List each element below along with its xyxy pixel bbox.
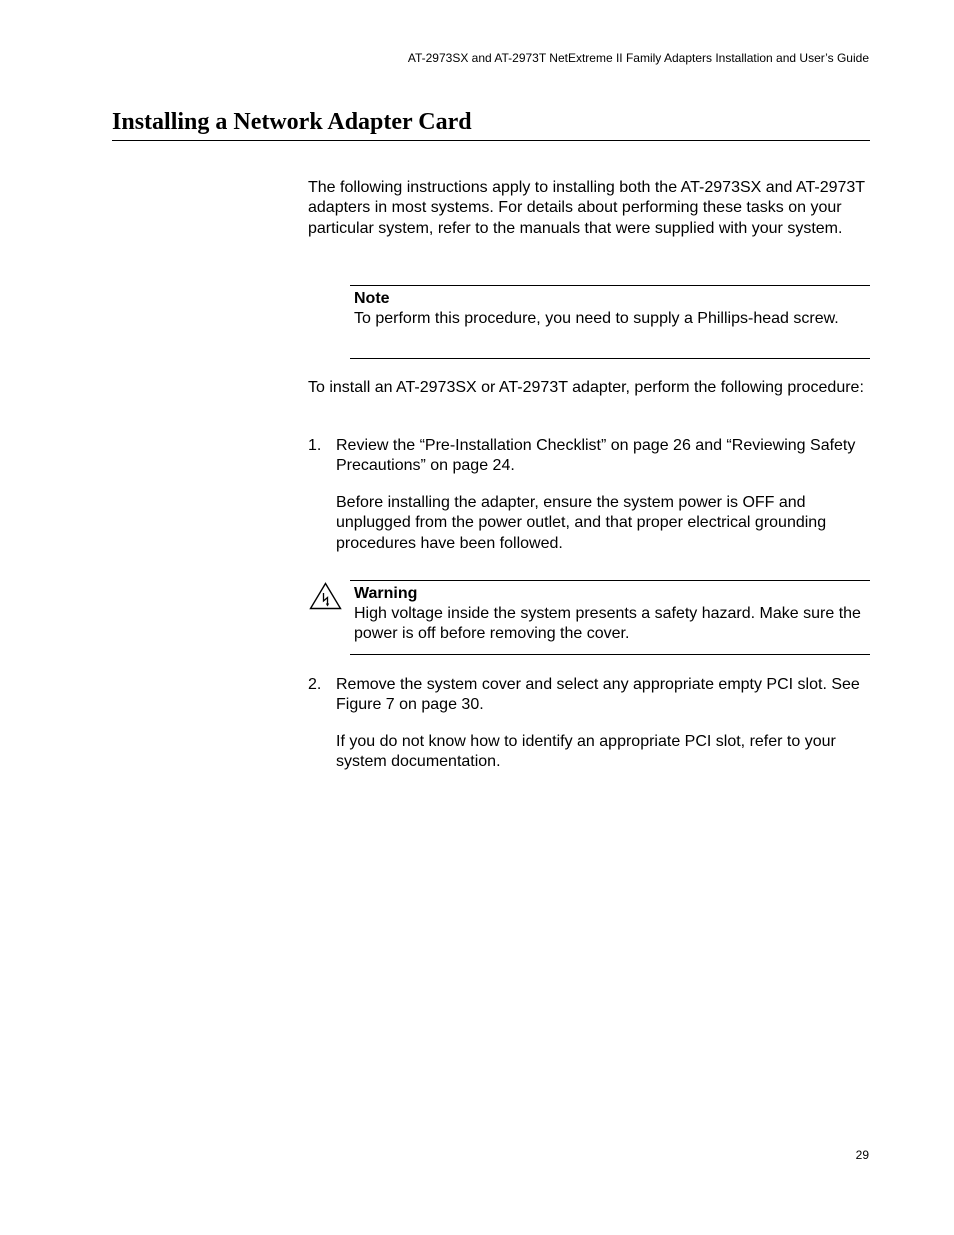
page-number: 29	[855, 1148, 869, 1162]
warning-heading: Warning	[354, 585, 418, 602]
step-text: Review the “Pre-Installation Checklist” on page 26 and “Reviewing Safety Precautions” on page 24.	[336, 437, 856, 475]
step-number: 2.	[308, 676, 322, 693]
step-detail: Before installing the adapter, ensure the system power is OFF and unplugged from the power outlet, and that proper electrical grounding procedures have been followed.	[336, 494, 827, 552]
warning-text: High voltage inside the system presents a safety hazard. Make sure the power is off before removing the cover.	[354, 605, 861, 643]
step-number: 1.	[308, 437, 322, 454]
note-heading: Note	[354, 290, 390, 307]
step-detail: If you do not know how to identify an appropriate PCI slot, refer to your system documentation.	[336, 733, 836, 771]
title-rule	[112, 140, 870, 141]
warning-box	[350, 580, 870, 655]
note-box	[350, 285, 870, 359]
intro-paragraph: The following instructions apply to installing both the AT-2973SX and AT-2973T adapters in most systems. For details about performing these tasks on your particular system, refer to the manuals that were supplied with your system.	[308, 179, 865, 237]
section-title: Installing a Network Adapter Card	[112, 109, 472, 135]
note-text: To perform this procedure, you need to supply a Phillips-head screw.	[354, 310, 839, 327]
running-header: AT-2973SX and AT-2973T NetExtreme II Family Adapters Installation and User’s Guide	[407, 51, 869, 65]
procedure-intro: To install an AT-2973SX or AT-2973T adapter, perform the following procedure:	[308, 379, 864, 396]
step-text: Remove the system cover and select any appropriate empty PCI slot. See Figure 7 on page 30.	[336, 676, 860, 714]
electrical-hazard-warning-icon	[309, 582, 342, 610]
